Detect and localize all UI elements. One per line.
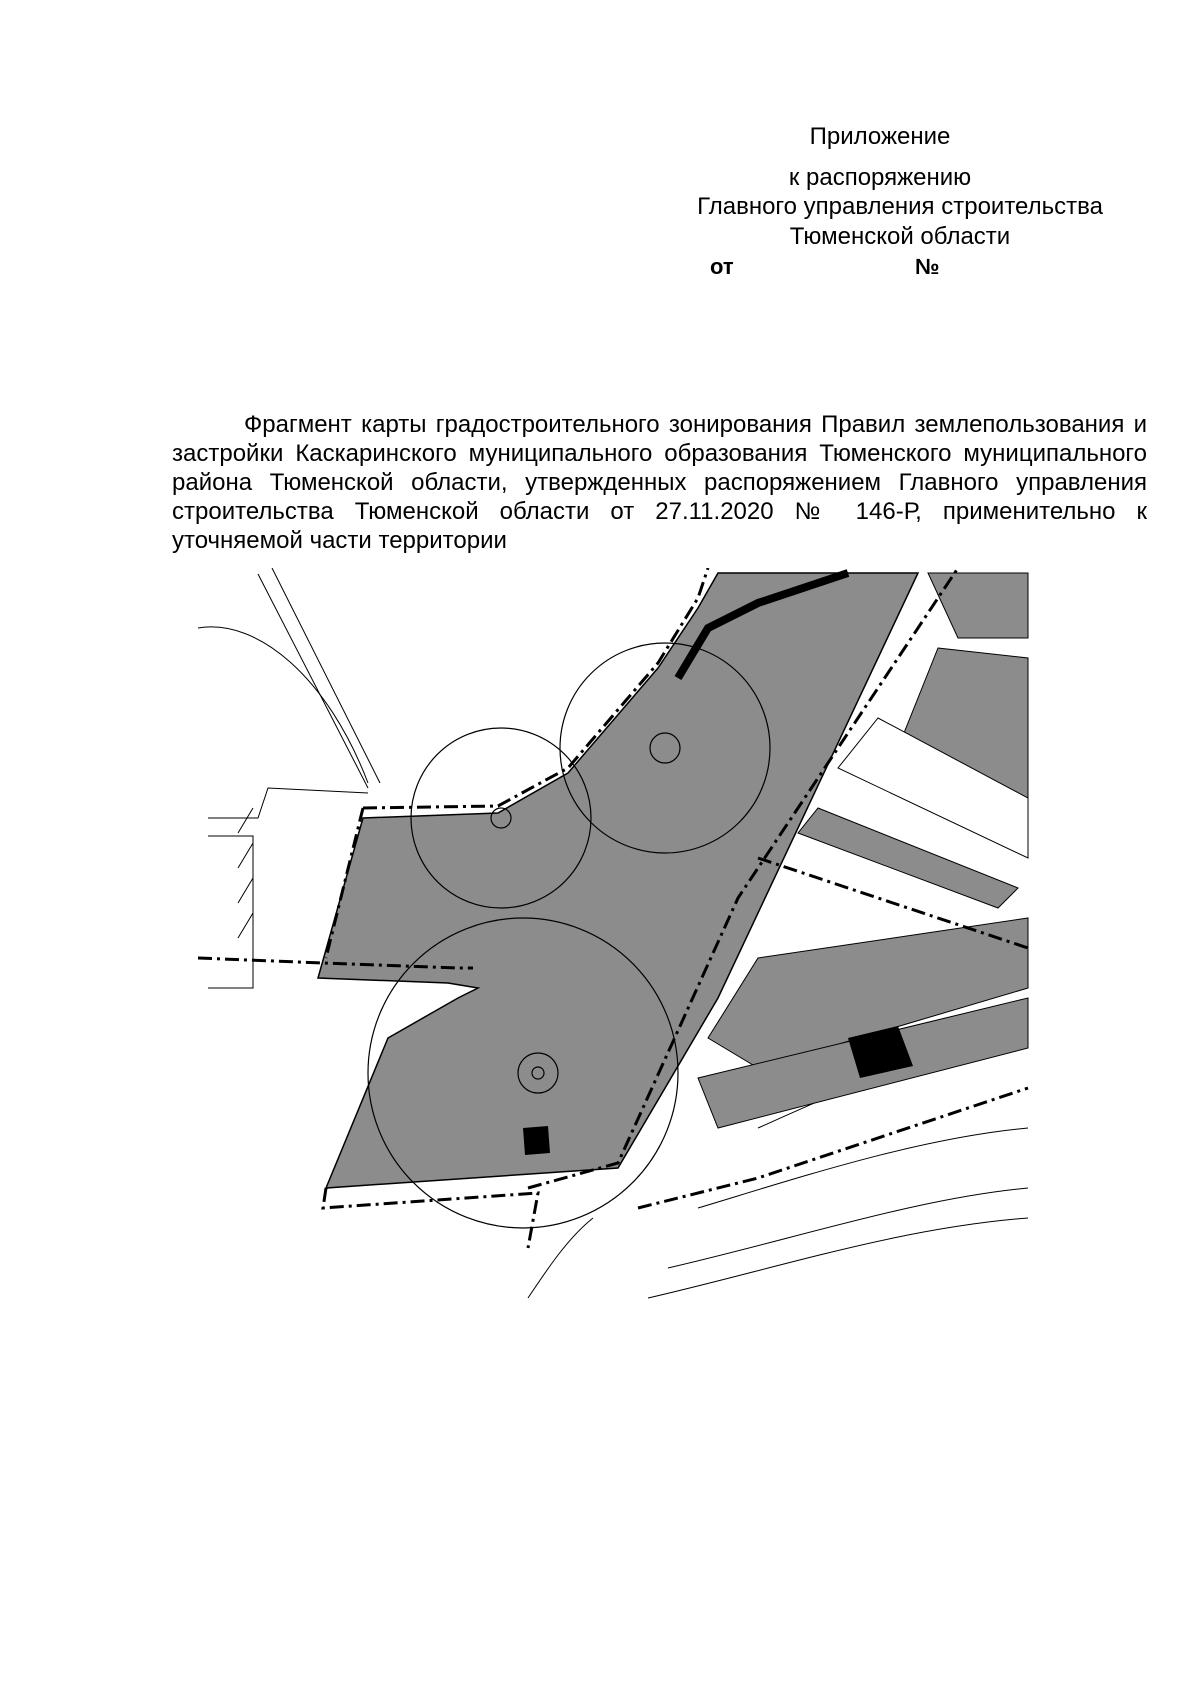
road-edge-line xyxy=(258,574,368,788)
road-edge-line xyxy=(648,1218,1028,1298)
building-footprint xyxy=(523,1126,550,1155)
zoning-area-right-building-block xyxy=(928,573,1028,638)
road-edge-line xyxy=(272,568,380,783)
authority-name-line: Главного управления строительства xyxy=(697,193,1103,220)
order-reference-line: к распоряжению xyxy=(788,164,972,191)
document-title: Фрагмент карты градостроительного зонирования Правил землепользования и застройки Каскаринского муниципального образования Тюменского муниципального района Тюменской области, утвержденных распоряжением Главного управления строительства Тюменской области от 27.11.2020 № 146-Р, применительно к уточняемой части территории xyxy=(172,411,1147,554)
parcel-boundary-line xyxy=(208,788,368,818)
region-name-line: Тюменской области xyxy=(789,223,1011,250)
zoning-map-fragment xyxy=(198,568,1124,1348)
road-edge-line xyxy=(668,1188,1028,1268)
number-label: № xyxy=(915,254,940,279)
zoning-map-svg xyxy=(198,568,1124,1348)
road-edge-line xyxy=(198,627,368,783)
road-edge-line xyxy=(528,1218,593,1298)
parcel-boundary-line xyxy=(238,808,253,938)
parcel-boundary-line xyxy=(208,836,253,988)
zone-boundary-line xyxy=(638,1088,1028,1208)
appendix-label: Приложение xyxy=(809,123,951,150)
road-edge-line xyxy=(698,1128,1028,1208)
date-label: от xyxy=(710,254,734,279)
